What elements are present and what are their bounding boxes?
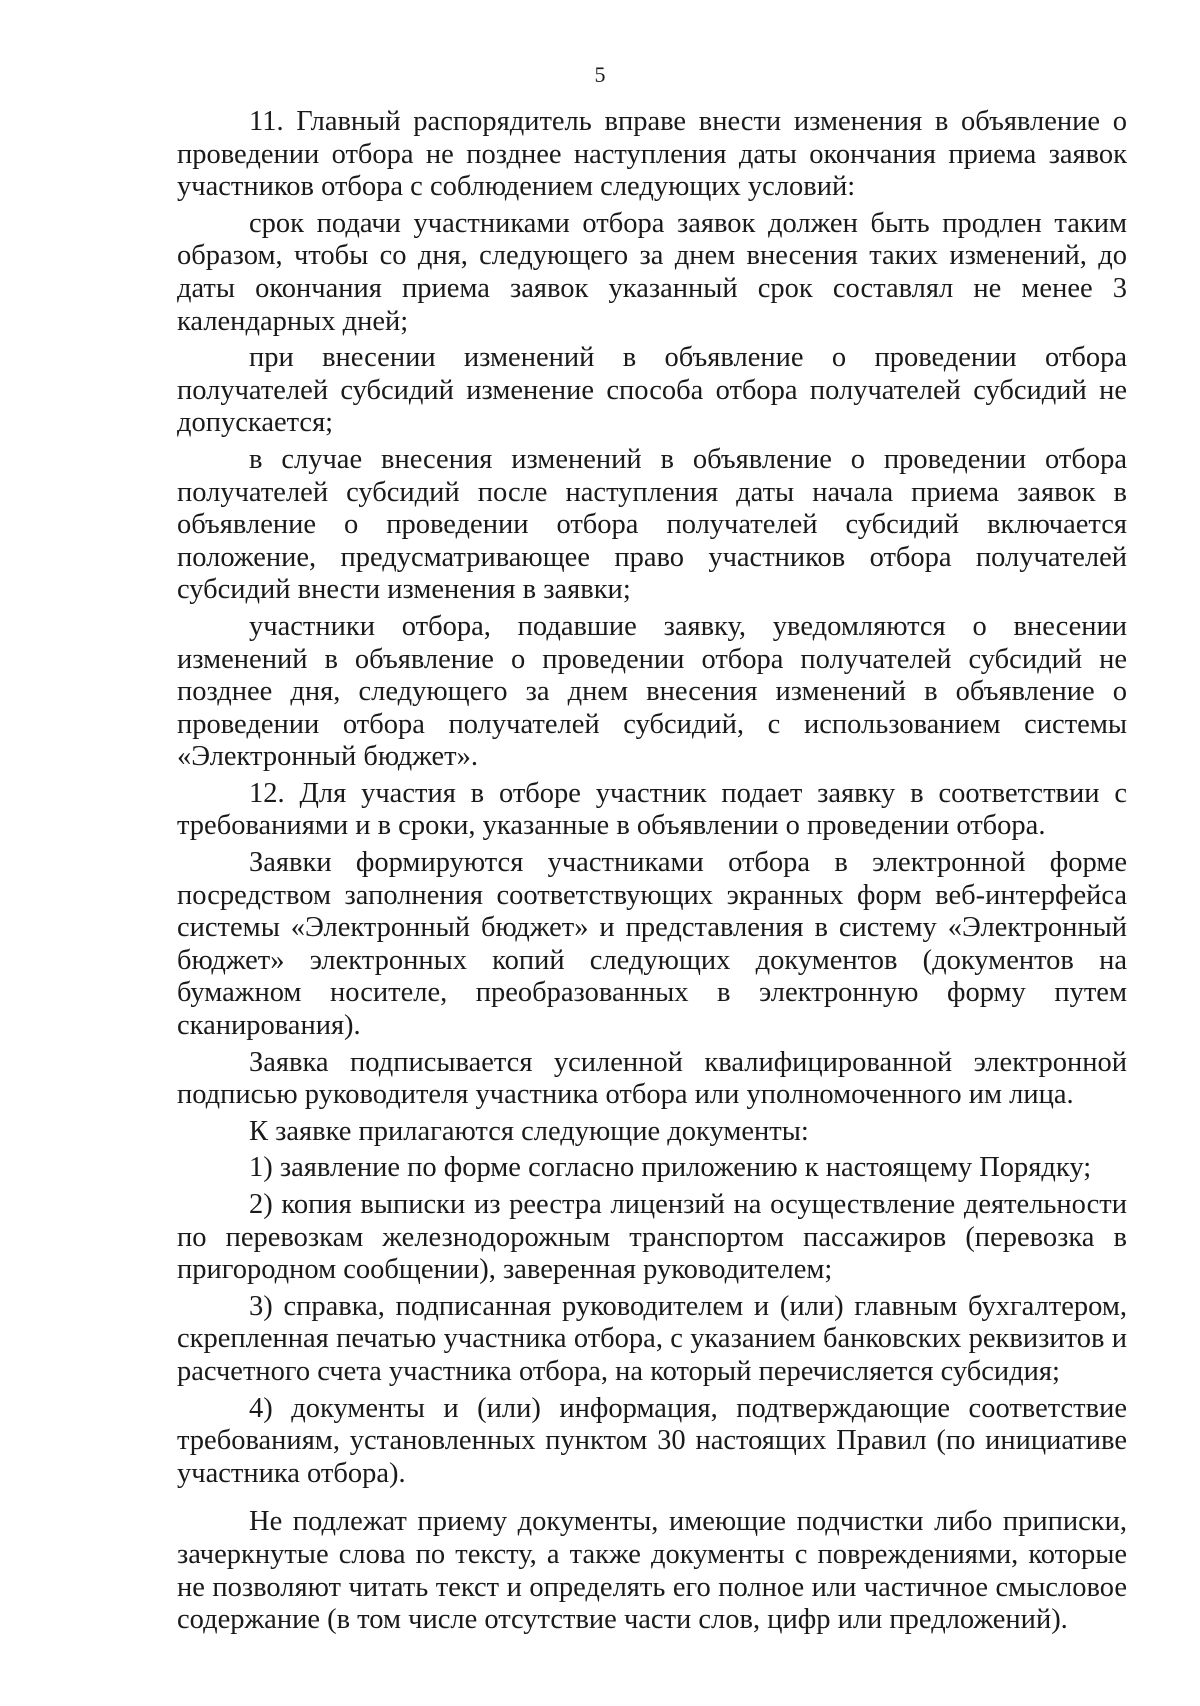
paragraph-signature: Заявка подписывается усиленной квалифицированной электронной подписью руководителя участника отбора или уполномоченного им лица. xyxy=(177,1046,1127,1111)
paragraph-rejection: Не подлежат приему документы, имеющие подчистки либо приписки, зачеркнутые слова по тексту, а также документы с повреждениями, которые не позволяют читать текст и определять его полное или частичное смысловое содержание (в том числе отсутствие части слов, цифр или предложений). xyxy=(177,1506,1127,1636)
paragraph-12: 12. Для участия в отборе участник подает заявку в соответствии с требованиями и в сроки, указанные в объявлении о проведении отбора. xyxy=(177,777,1127,842)
paragraph-condition-notify: участники отбора, подавшие заявку, уведомляются о внесении изменений в объявление о проведении отбора получателей субсидий не позднее дня, следующего за днем внесения изменений в объявление о проведении отбора получателей субсидий, с использованием системы «Электронный бюджет». xyxy=(177,610,1127,773)
paragraph-condition-deadline: срок подачи участниками отбора заявок должен быть продлен таким образом, чтобы со дня, следующего за днем внесения таких изменений, до даты окончания приема заявок указанный срок составлял не менее 3 календарных дней; xyxy=(177,207,1127,337)
document-body xyxy=(177,106,1127,1637)
list-item-1: 1) заявление по форме согласно приложению к настоящему Порядку; xyxy=(249,1152,1092,1184)
page-number: 5 xyxy=(594,62,606,87)
paragraph-condition-method: при внесении изменений в объявление о проведении отбора получателей субсидий изменение способа отбора получателей субсидий не допускается; xyxy=(177,342,1127,439)
list-item-4: 4) документы и (или) информация, подтверждающие соответствие требованиям, установленных пунктом 30 настоящих Правил (по инициативе участника отбора). xyxy=(177,1392,1127,1489)
paragraph-11: 11. Главный распорядитель вправе внести изменения в объявление о проведении отбора не позднее наступления даты окончания приема заявок участников отбора с соблюдением следующих условий: xyxy=(177,106,1127,203)
list-item-2: 2) копия выписки из реестра лицензий на осуществление деятельности по перевозкам железнодорожным транспортом пассажиров (перевозка в пригородном сообщении), заверенная руководителем; xyxy=(177,1189,1127,1286)
paragraph-attachments-intro: К заявке прилагаются следующие документы: xyxy=(249,1115,809,1147)
paragraph-condition-amend: в случае внесения изменений в объявление о проведении отбора получателей субсидий после наступления даты начала приема заявок в объявление о проведении отбора получателей субсидий включается положение, предусматривающее право участников отбора получателей субсидий внести изменения в заявки; xyxy=(177,443,1127,606)
list-item-3: 3) справка, подписанная руководителем и (или) главным бухгалтером, скрепленная печатью участника отбора, с указанием банковских реквизитов и расчетного счета участника отбора, на который перечисляется субсидия; xyxy=(177,1290,1127,1387)
paragraph-forming: Заявки формируются участниками отбора в электронной форме посредством заполнения соответствующих экранных форм веб-интерфейса системы «Электронный бюджет» и представления в систему «Электронный бюджет» электронных копий следующих документов (документов на бумажном носителе, преобразованных в электронную форму путем сканирования). xyxy=(177,847,1127,1042)
